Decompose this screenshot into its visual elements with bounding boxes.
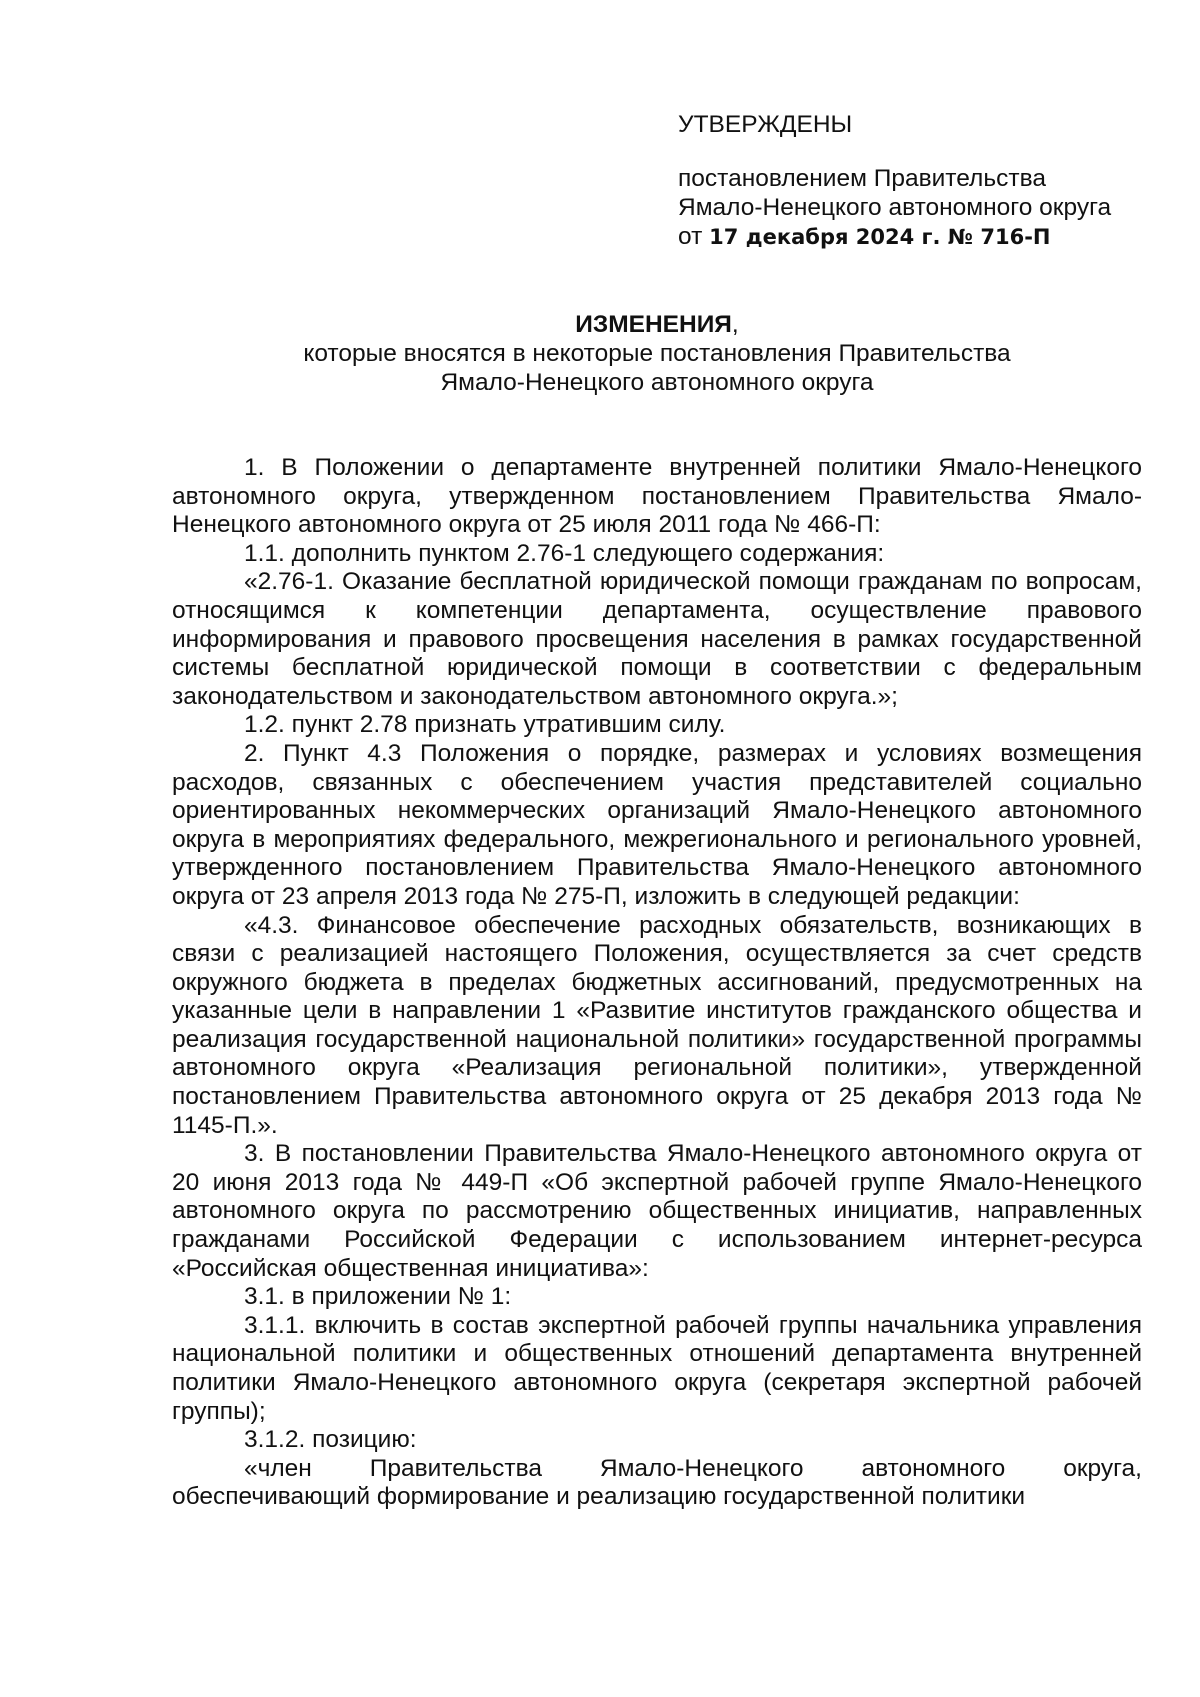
paragraph: 1.2. пункт 2.78 признать утратившим силу.	[244, 711, 726, 739]
document-title	[172, 310, 1142, 397]
approval-date: 17 декабря 2024 г. № 716-П	[709, 225, 1051, 249]
approval-stamp: УТВЕРЖДЕНЫ	[678, 111, 853, 138]
approval-date-prefix: от	[678, 223, 710, 250]
approval-line-1: постановлением Правительства	[678, 165, 1046, 192]
paragraph: «2.76-1. Оказание бесплатной юридической помощи гражданам по вопросам, относящимся к компетенции департамента, осуществление правового информирования и правового просвещения населения в рамках государственной системы бесплатной юридической помощи в соответствии с федеральным законодательством и законодательством автономного округа.»;	[172, 568, 1142, 710]
paragraph: 3.1.1. включить в состав экспертной рабочей группы начальника управления национальной политики и общественных отношений департамента внутренней политики Ямало-Ненецкого автономного округа (секретаря экспертной рабочей группы);	[172, 1311, 1142, 1425]
title-line-2: Ямало-Ненецкого автономного округа	[440, 369, 874, 396]
paragraph: 3.1.2. позицию:	[244, 1426, 417, 1454]
paragraph: 3.1. в приложении № 1:	[244, 1283, 512, 1311]
title-head: ИЗМЕНЕНИЯ	[575, 311, 732, 338]
title-comma: ,	[731, 311, 739, 338]
document-body	[172, 454, 1142, 1512]
paragraph: «член Правительства Ямало-Ненецкого автономного округа, обеспечивающий формирование и реализацию государственной политики	[172, 1454, 1142, 1511]
paragraph: «4.3. Финансовое обеспечение расходных обязательств, возникающих в связи с реализацией настоящего Положения, осуществляется за счет средств окружного бюджета в пределах бюджетных ассигнований, предусмотренных на указанные цели в направлении 1 «Развитие институтов гражданского общества и реализация государственной национальной политики» государственной программы автономного округа «Реализация региональной политики», утвержденной постановлением Правительства автономного округа от 25 декабря 2013 года № 1145-П.».	[172, 911, 1142, 1139]
title-line-1: которые вносятся в некоторые постановления Правительства	[303, 340, 1011, 367]
paragraph: 1.1. дополнить пунктом 2.76-1 следующего содержания:	[244, 539, 885, 567]
approval-date-line	[678, 222, 1142, 252]
approval-line-2: Ямало-Ненецкого автономного округа	[678, 194, 1112, 221]
paragraph: 1. В Положении о департаменте внутренней политики Ямало-Ненецкого автономного округа, утвержденном постановлением Правительства Ямало-Ненецкого автономного округа от 25 июля 2011 года № 466-П:	[172, 454, 1142, 539]
paragraph: 3. В постановлении Правительства Ямало-Ненецкого автономного округа от 20 июня 2013 года № 449-П «Об экспертной рабочей группе Ямало-Ненецкого автономного округа по рассмотрению общественных инициатив, направленных гражданами Российской Федерации с использованием интернет-ресурса «Российская общественная инициатива»:	[172, 1140, 1142, 1282]
paragraph: 2. Пункт 4.3 Положения о порядке, размерах и условиях возмещения расходов, связанных с обеспечением участия представителей социально ориентированных некоммерческих организаций Ямало-Ненецкого автономного округа в мероприятиях федерального, межрегионального и регионального уровней, утвержденного постановлением Правительства Ямало-Ненецкого автономного округа от 23 апреля 2013 года № 275-П, изложить в следующей редакции:	[172, 739, 1142, 910]
approval-block	[678, 110, 1142, 252]
